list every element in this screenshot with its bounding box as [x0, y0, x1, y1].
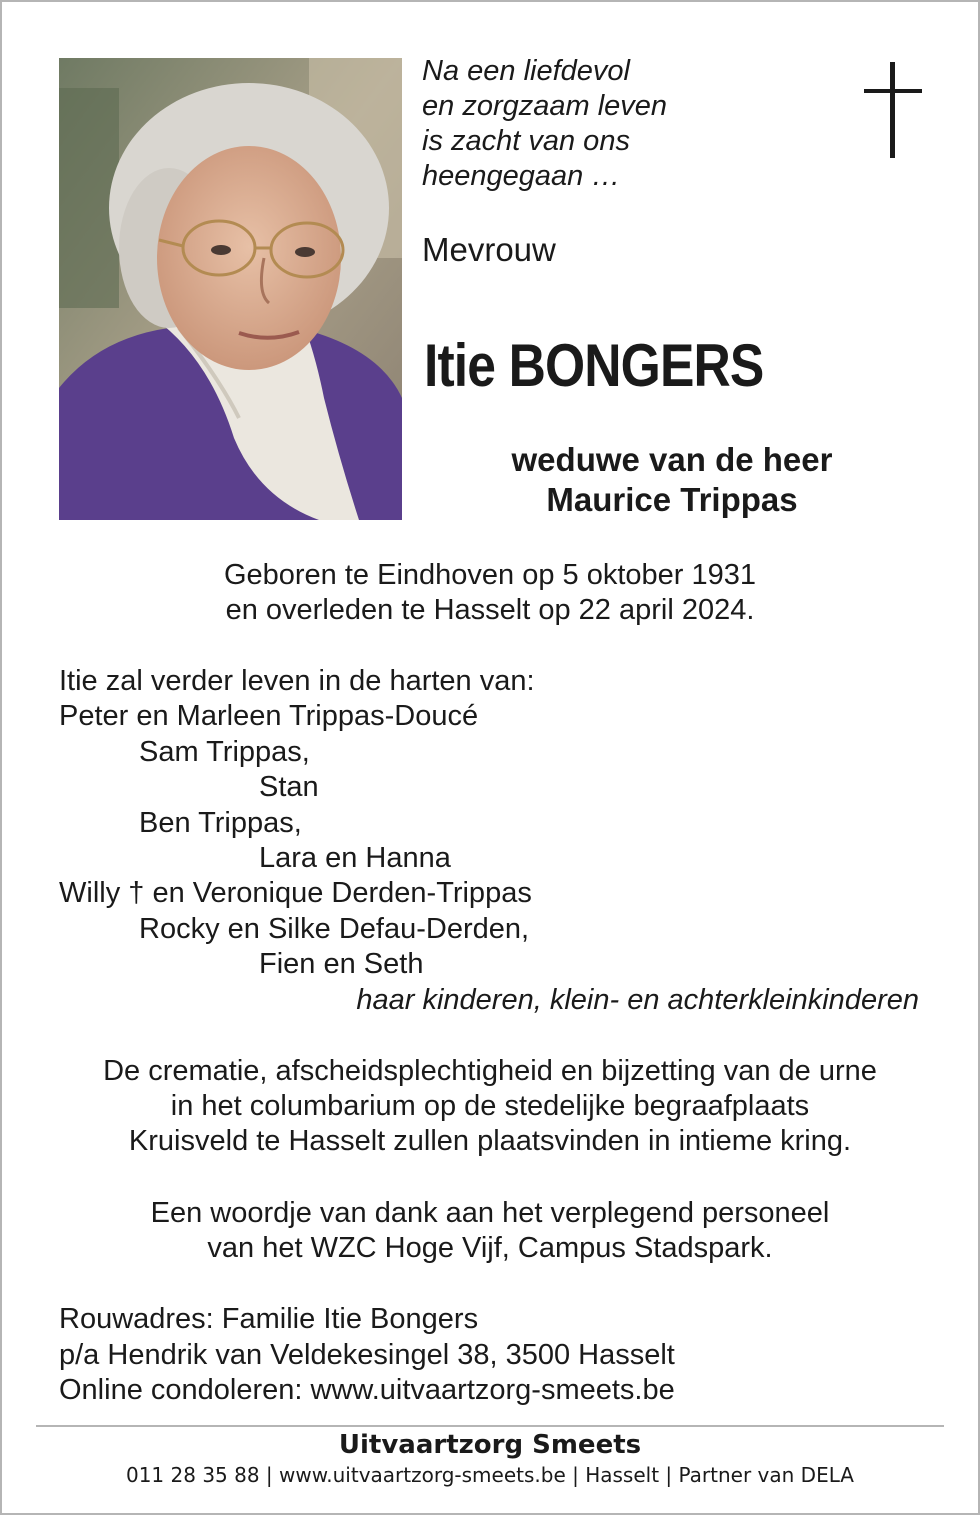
family-member: Peter en Marleen Trippas-Doucé: [59, 700, 479, 733]
online-condolence-line: Online condoleren: www.uitvaartzorg-smeets.be: [59, 1374, 675, 1406]
death-line: en overleden te Hasselt op 22 april 2024.: [225, 594, 755, 626]
family-member: Lara en Hanna: [259, 842, 451, 875]
cremation-line: Kruisveld te Hasselt zullen plaatsvinden in intieme kring.: [128, 1125, 852, 1157]
birth-line: Geboren te Eindhoven op 5 oktober 1931: [223, 559, 757, 591]
thanks-note: [40, 1196, 940, 1266]
funeral-company-name: Uitvaartzorg Smeets: [338, 1430, 642, 1460]
poem: [422, 54, 782, 194]
cremation-info: [40, 1054, 940, 1159]
family-relation: haar kinderen, klein- en achterkleinkinderen: [356, 983, 919, 1016]
poem-line: is zacht van ons: [422, 125, 630, 157]
address-line: Rouwadres: Familie Itie Bongers: [59, 1303, 479, 1335]
poem-line: Na een liefdevol: [422, 55, 630, 87]
spouse-info: [422, 440, 922, 520]
family-member: Sam Trippas,: [139, 735, 310, 768]
portrait-illustration: [59, 58, 402, 520]
address-line: p/a Hendrik van Veldekesingel 38, 3500 Hasselt: [59, 1338, 675, 1371]
birth-death-info: [40, 558, 940, 628]
family-member: Willy † en Veronique Derden-Trippas: [59, 877, 532, 910]
funeral-company-info: 011 28 35 88 | www.uitvaartzorg-smeets.be | Hasselt | Partner van DELA: [125, 1463, 854, 1487]
poem-line: en zorgzaam leven: [422, 90, 668, 122]
deceased-name: Itie BONGERS: [424, 332, 764, 399]
family-member: Fien en Seth: [259, 948, 424, 981]
family-intro: Itie zal verder leven in de harten van:: [59, 665, 535, 697]
cross-icon: [864, 62, 922, 158]
spouse-line: Maurice Trippas: [546, 481, 798, 518]
family-member: Ben Trippas,: [139, 806, 302, 839]
portrait-photo: [59, 58, 402, 520]
spouse-line: weduwe van de heer: [511, 441, 833, 478]
cremation-line: De crematie, afscheidsplechtigheid en bijzetting van de urne: [103, 1055, 877, 1087]
family-member: Rocky en Silke Defau-Derden,: [139, 912, 530, 945]
mourning-address: [59, 1302, 675, 1409]
footer-divider: [36, 1425, 944, 1427]
thanks-line: Een woordje van dank aan het verplegend personeel: [150, 1197, 830, 1229]
family-list: [59, 664, 939, 1018]
poem-line: heengegaan …: [422, 160, 621, 192]
family-member: Stan: [259, 771, 319, 804]
title-prefix: Mevrouw: [422, 231, 556, 268]
thanks-line: van het WZC Hoge Vijf, Campus Stadspark.: [207, 1232, 773, 1264]
cremation-line: in het columbarium op de stedelijke begraafplaats: [170, 1090, 810, 1122]
